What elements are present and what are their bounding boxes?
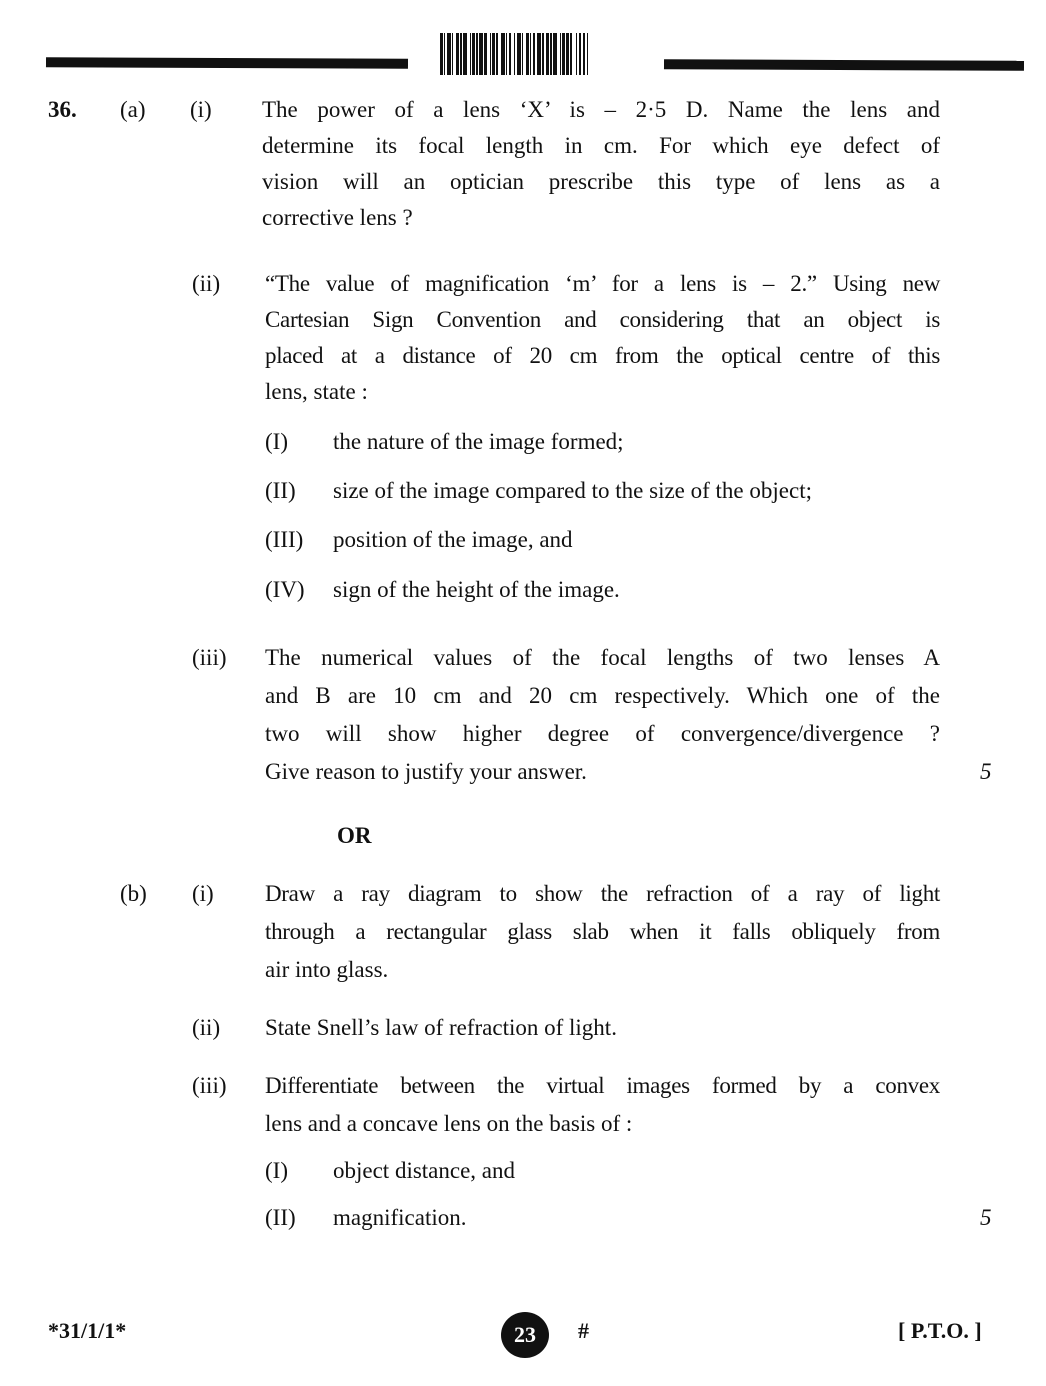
text-line: Differentiate between the virtual images formed by a convex — [265, 1073, 940, 1098]
text-line: Give reason to justify your answer. — [265, 759, 587, 784]
text-line: The numerical values of the focal lengths of two lenses A — [265, 645, 940, 670]
sub-item-text: sign of the height of the image. — [333, 577, 620, 602]
sub-item-label: (II) — [265, 1205, 296, 1230]
text-line: through a rectangular glass slab when it falls obliquely from — [265, 919, 940, 944]
sub-item-text: the nature of the image formed; — [333, 429, 624, 454]
barcode-icon — [440, 33, 633, 75]
part-a-i-label: (i) — [190, 97, 212, 122]
text-line: lens and a concave lens on the basis of : — [265, 1111, 633, 1136]
sub-item-text: magnification. — [333, 1205, 467, 1230]
sub-item-label: (I) — [265, 1158, 288, 1183]
text-line: lens, state : — [265, 379, 368, 404]
part-b-i-label: (i) — [192, 881, 214, 906]
sub-item-label: (II) — [265, 478, 296, 503]
text-line: The power of a lens ‘X’ is – 2·5 D. Name the lens and — [262, 97, 940, 122]
marks-a: 5 — [980, 759, 992, 784]
sub-item-label: (III) — [265, 527, 304, 552]
text-line: air into glass. — [265, 957, 389, 982]
part-b-iii-label: (iii) — [192, 1073, 227, 1098]
header-rule-right — [664, 59, 1024, 71]
part-a-label: (a) — [120, 97, 146, 122]
question-number: 36. — [48, 97, 77, 122]
part-a-ii-label: (ii) — [192, 271, 221, 296]
text-line: vision will an optician prescribe this type of lens as a — [262, 169, 940, 194]
part-b-label: (b) — [120, 881, 147, 906]
part-b-ii-text: State Snell’s law of refraction of light. — [265, 1015, 617, 1040]
sub-item-label: (IV) — [265, 577, 305, 602]
text-line: determine its focal length in cm. For which eye defect of — [262, 133, 940, 158]
text-line: two will show higher degree of convergence/divergence ? — [265, 721, 940, 746]
part-a-iii-label: (iii) — [192, 645, 227, 670]
or-separator: OR — [337, 823, 372, 848]
text-line: “The value of magnification ‘m’ for a lens is – 2.” Using new — [265, 271, 940, 296]
text-line: placed at a distance of 20 cm from the optical centre of this — [265, 343, 940, 368]
sub-item-label: (I) — [265, 429, 288, 454]
sub-item-text: size of the image compared to the size of the object; — [333, 478, 812, 503]
hash-mark: # — [578, 1318, 589, 1343]
text-line: Cartesian Sign Convention and considering that an object is — [265, 307, 940, 332]
part-b-ii-label: (ii) — [192, 1015, 221, 1040]
text-line: and B are 10 cm and 20 cm respectively. Which one of the — [265, 683, 940, 708]
text-line: corrective lens ? — [262, 205, 413, 230]
page-number-badge — [501, 1312, 549, 1358]
sub-item-text: object distance, and — [333, 1158, 516, 1183]
marks-b: 5 — [980, 1205, 992, 1230]
pto-label: [ P.T.O. ] — [898, 1318, 982, 1343]
sub-item-text: position of the image, and — [333, 527, 573, 552]
text-line: Draw a ray diagram to show the refraction of a ray of light — [265, 881, 940, 906]
paper-code: *31/1/1* — [48, 1318, 127, 1343]
header-rule-left — [46, 57, 408, 69]
page-number: 23 — [514, 1322, 536, 1347]
